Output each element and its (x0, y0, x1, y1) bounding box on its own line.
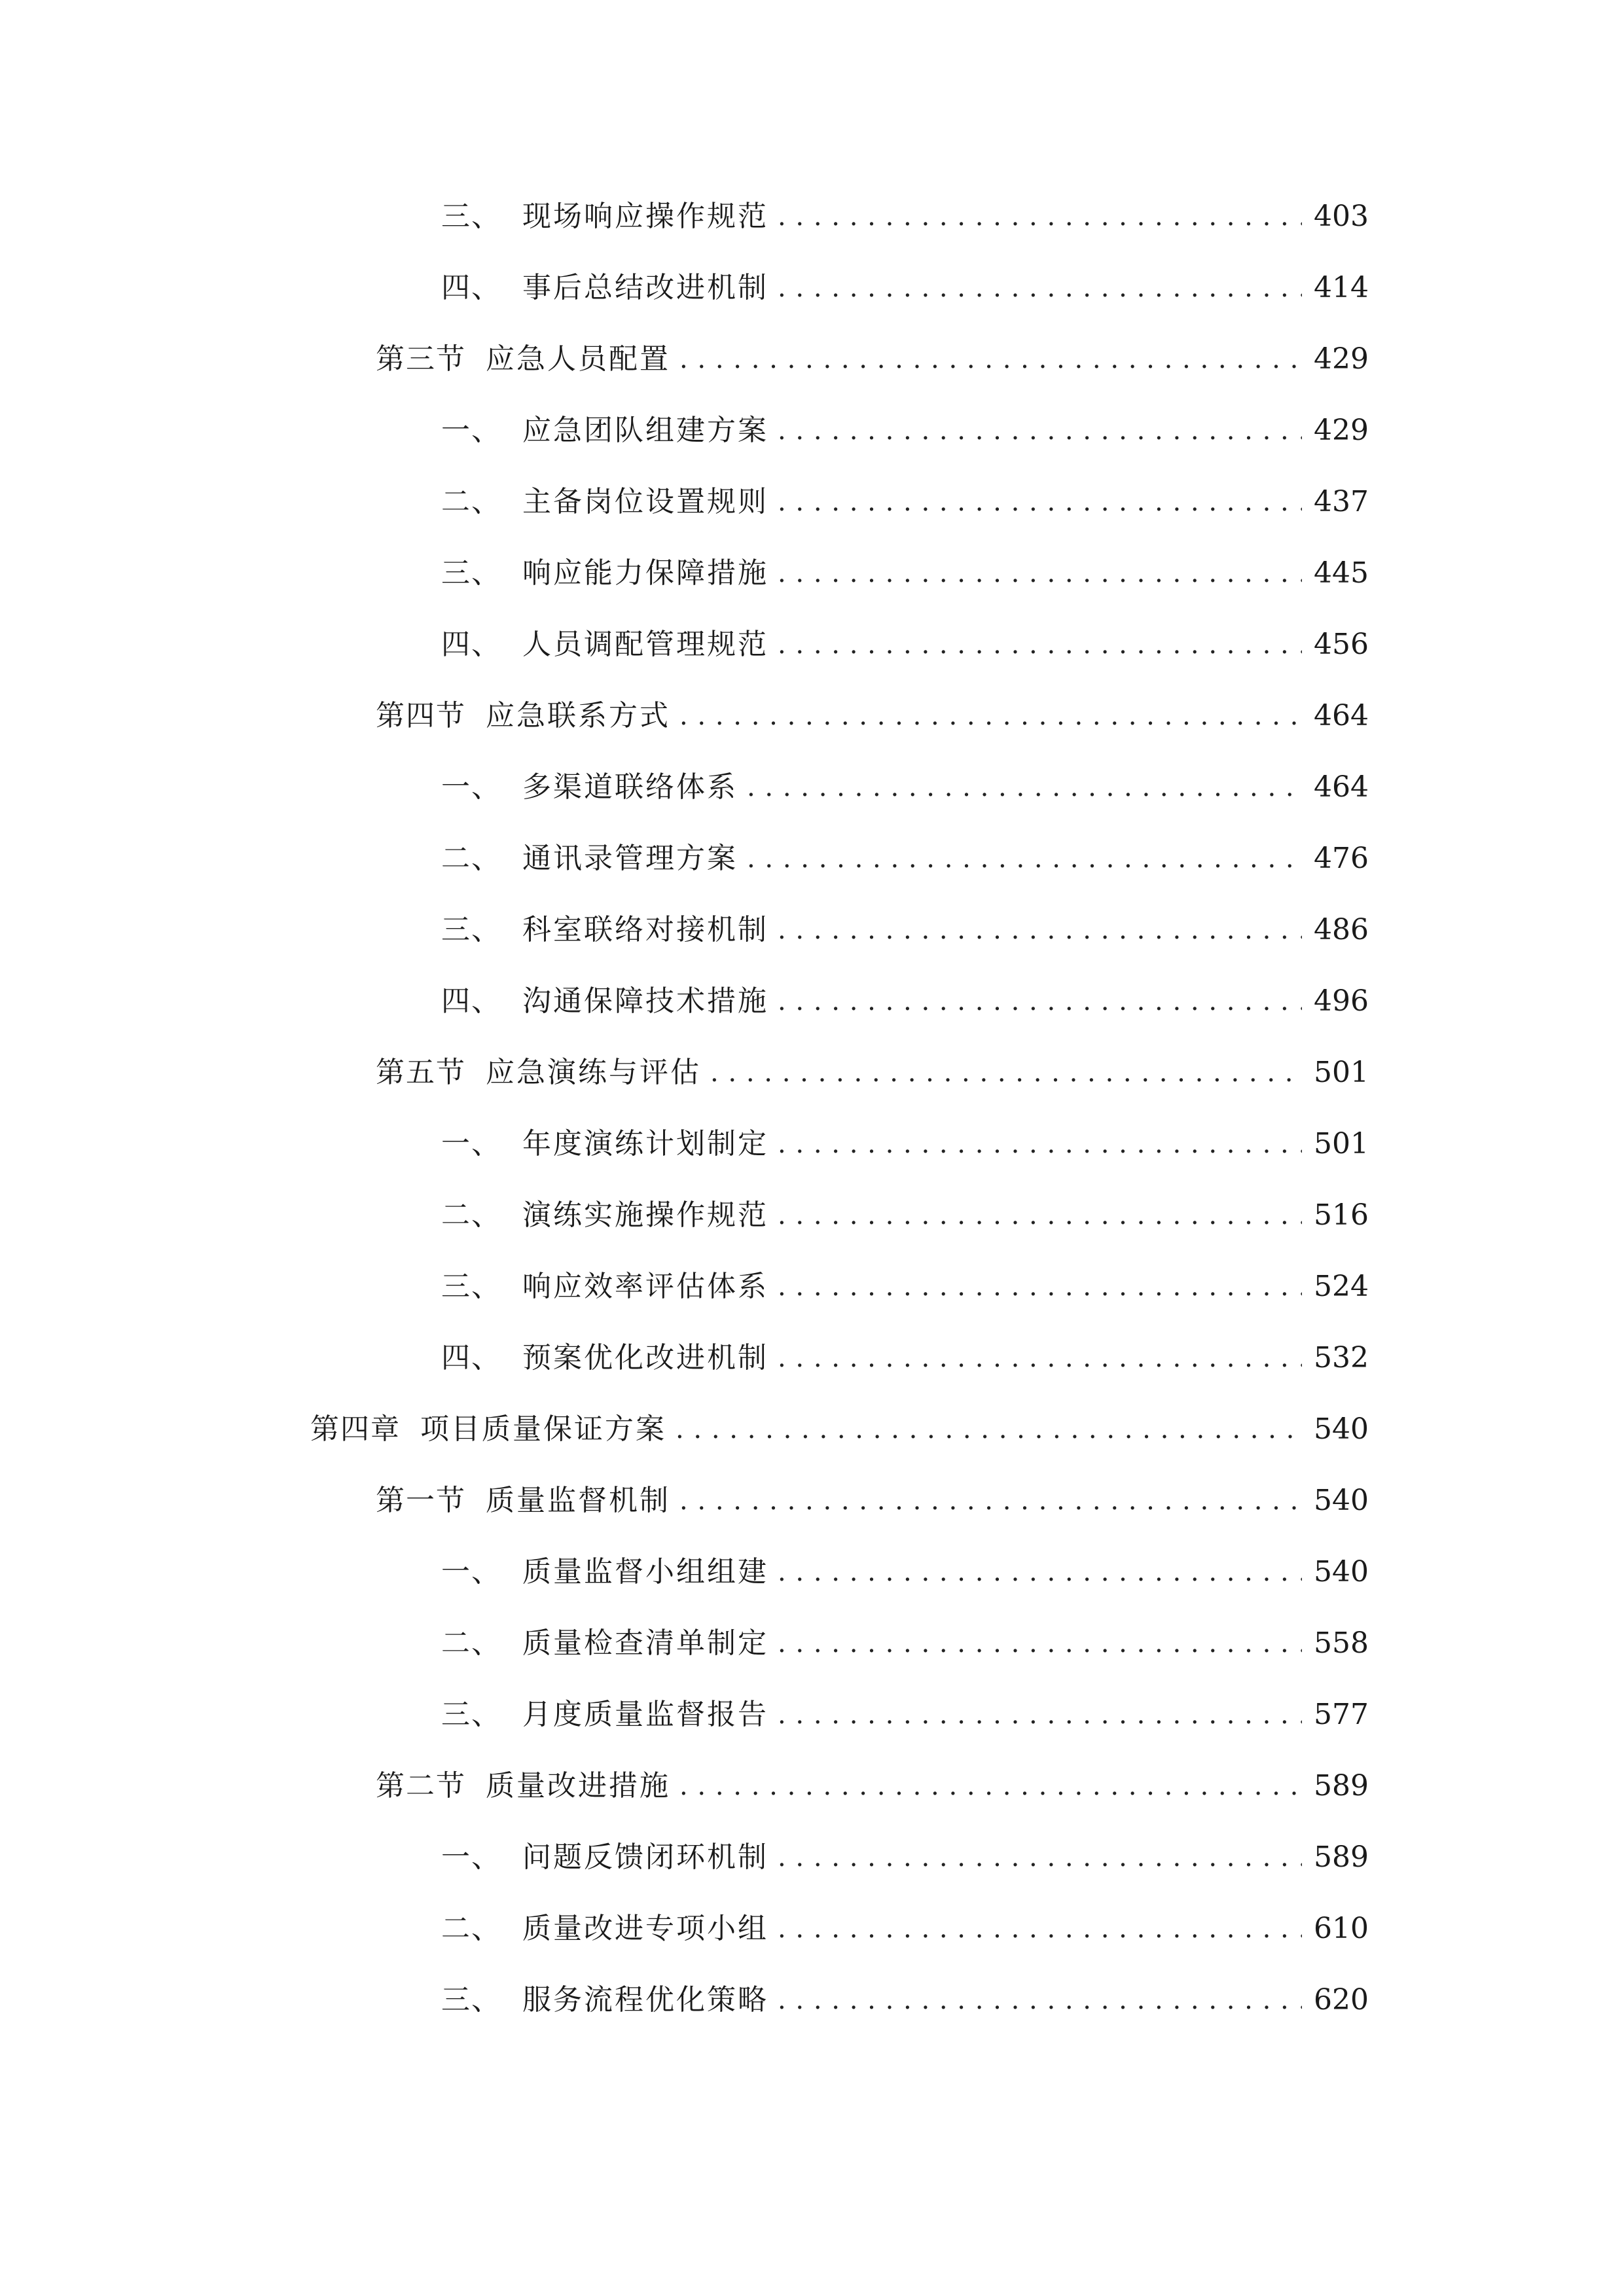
toc-entry-title: 多渠道联络体系 (522, 770, 738, 804)
toc-page-number: 414 (1314, 271, 1369, 304)
toc-entry-title: 响应效率评估体系 (522, 1270, 768, 1303)
toc-page-number: 429 (1314, 342, 1369, 376)
toc-entry-number: 第二节 (376, 1769, 466, 1803)
toc-page-number: 516 (1314, 1198, 1369, 1232)
toc-page-number: 620 (1314, 1983, 1369, 2017)
toc-entry-number: 三、 (441, 200, 501, 233)
toc-entry[interactable] (376, 1478, 1369, 1524)
toc-entry-number: 四、 (441, 628, 501, 661)
dot-leader (778, 907, 1302, 953)
dot-leader (778, 265, 1302, 311)
toc-entry-number: 四、 (441, 1341, 501, 1374)
toc-entry[interactable] (376, 1050, 1369, 1096)
dot-leader (778, 1335, 1302, 1381)
toc-entry-title: 科室联络对接机制 (522, 913, 768, 946)
toc-entry-number: 三、 (441, 1270, 501, 1303)
toc-entry[interactable] (376, 693, 1369, 739)
toc-entry[interactable] (441, 1835, 1369, 1880)
toc-entry[interactable] (441, 1906, 1369, 1952)
toc-page-number: 540 (1314, 1412, 1369, 1446)
dot-leader (778, 1121, 1302, 1167)
dot-leader (778, 1264, 1302, 1310)
toc-page-number: 577 (1314, 1698, 1369, 1731)
dot-leader (778, 1549, 1302, 1595)
toc-entry[interactable] (441, 1335, 1369, 1381)
toc-entry-number: 四、 (441, 271, 501, 304)
toc-page-number: 403 (1314, 200, 1369, 233)
toc-entry-title: 人员调配管理规范 (522, 628, 768, 661)
dot-leader (747, 764, 1302, 810)
toc-page-number: 610 (1314, 1912, 1369, 1945)
toc-entry-title: 服务流程优化策略 (522, 1983, 768, 2017)
toc-entry[interactable] (441, 1193, 1369, 1238)
toc-page-number: 501 (1314, 1127, 1369, 1160)
toc-page-number: 532 (1314, 1341, 1369, 1374)
toc-entry[interactable] (441, 1549, 1369, 1595)
toc-page-number: 589 (1314, 1769, 1369, 1803)
toc-entry[interactable] (441, 550, 1369, 596)
toc-entry[interactable] (441, 622, 1369, 668)
toc-entry-number: 一、 (441, 770, 501, 804)
toc-page-number: 476 (1314, 842, 1369, 875)
toc-entry-number: 二、 (441, 1912, 501, 1945)
toc-page-number: 464 (1314, 770, 1369, 804)
toc-entry-number: 三、 (441, 1983, 501, 2017)
toc-page-number: 540 (1314, 1484, 1369, 1517)
toc-entry-title: 质量改进专项小组 (522, 1912, 768, 1945)
toc-page-number: 524 (1314, 1270, 1369, 1303)
toc-entry-number: 三、 (441, 1698, 501, 1731)
toc-entry-title: 沟通保障技术措施 (522, 984, 768, 1018)
toc-entry[interactable] (441, 836, 1369, 882)
toc-entry[interactable] (441, 1621, 1369, 1666)
dot-leader (778, 1692, 1302, 1738)
toc-entry-title: 主备岗位设置规则 (522, 485, 768, 518)
toc-entry-number: 一、 (441, 1555, 501, 1588)
dot-leader (778, 622, 1302, 668)
toc-page-number: 429 (1314, 414, 1369, 447)
toc-entry-title: 预案优化改进机制 (522, 1341, 768, 1374)
toc-page-number: 501 (1314, 1056, 1369, 1089)
toc-entry[interactable] (376, 1763, 1369, 1809)
toc-entry[interactable] (441, 978, 1369, 1024)
toc-entry-title: 问题反馈闭环机制 (522, 1840, 768, 1874)
toc-entry-title: 年度演练计划制定 (522, 1127, 768, 1160)
toc-entry-title: 质量改进措施 (486, 1769, 670, 1803)
toc-page-number: 437 (1314, 485, 1369, 518)
toc-page-number: 464 (1314, 699, 1369, 732)
toc-entry-title: 质量监督机制 (486, 1484, 670, 1517)
toc-entry[interactable] (441, 194, 1369, 240)
dot-leader (710, 1050, 1302, 1096)
toc-entry-title: 通讯录管理方案 (522, 842, 738, 875)
toc-entry[interactable] (441, 1692, 1369, 1738)
dot-leader (679, 1763, 1302, 1809)
toc-entry-number: 第四节 (376, 699, 466, 732)
toc-entry[interactable] (310, 1407, 1369, 1452)
toc-entry[interactable] (441, 479, 1369, 525)
toc-page-number: 540 (1314, 1555, 1369, 1588)
toc-page-number: 558 (1314, 1626, 1369, 1660)
toc-entry-number: 二、 (441, 485, 501, 518)
dot-leader (778, 1906, 1302, 1952)
dot-leader (679, 1478, 1302, 1524)
toc-page-number: 486 (1314, 913, 1369, 946)
toc-entry-title: 项目质量保证方案 (420, 1412, 666, 1446)
dot-leader (747, 836, 1302, 882)
toc-entry-number: 二、 (441, 1198, 501, 1232)
toc-entry-title: 响应能力保障措施 (522, 556, 768, 590)
dot-leader (778, 479, 1302, 525)
toc-entry-title: 应急人员配置 (486, 342, 670, 376)
toc-page-number: 456 (1314, 628, 1369, 661)
dot-leader (679, 693, 1302, 739)
toc-entry-title: 应急演练与评估 (486, 1056, 701, 1089)
toc-entry-title: 应急团队组建方案 (522, 414, 768, 447)
toc-entry-number: 第一节 (376, 1484, 466, 1517)
toc-entry[interactable] (376, 336, 1369, 382)
toc-page-number: 496 (1314, 984, 1369, 1018)
dot-leader (778, 1621, 1302, 1666)
dot-leader (778, 550, 1302, 596)
toc-entry[interactable] (441, 408, 1369, 454)
toc-entry[interactable] (441, 1264, 1369, 1310)
toc-page-number: 589 (1314, 1840, 1369, 1874)
toc-entry-number: 一、 (441, 414, 501, 447)
toc-entry[interactable] (441, 265, 1369, 311)
dot-leader (778, 1977, 1302, 2023)
toc-entry-title: 月度质量监督报告 (522, 1698, 768, 1731)
toc-entry-number: 四、 (441, 984, 501, 1018)
toc-entry-title: 事后总结改进机制 (522, 271, 768, 304)
dot-leader (778, 194, 1302, 240)
toc-entry-number: 二、 (441, 1626, 501, 1660)
toc-entry-title: 现场响应操作规范 (522, 200, 768, 233)
toc-entry-number: 一、 (441, 1127, 501, 1160)
dot-leader (676, 1407, 1302, 1452)
toc-page-number: 445 (1314, 556, 1369, 590)
dot-leader (778, 978, 1302, 1024)
toc-entry-title: 质量检查清单制定 (522, 1626, 768, 1660)
toc-entry-number: 第三节 (376, 342, 466, 376)
toc-entry[interactable] (441, 1977, 1369, 2023)
toc-entry[interactable] (441, 764, 1369, 810)
dot-leader (778, 1193, 1302, 1238)
dot-leader (679, 336, 1302, 382)
toc-entry[interactable] (441, 907, 1369, 953)
dot-leader (778, 1835, 1302, 1880)
toc-entry[interactable] (441, 1121, 1369, 1167)
toc-entry-number: 三、 (441, 913, 501, 946)
toc-entry-title: 质量监督小组组建 (522, 1555, 768, 1588)
toc-entry-title: 应急联系方式 (486, 699, 670, 732)
toc-entry-number: 第五节 (376, 1056, 466, 1089)
toc-entry-number: 二、 (441, 842, 501, 875)
toc-entry-title: 演练实施操作规范 (522, 1198, 768, 1232)
dot-leader (778, 408, 1302, 454)
toc-entry-number: 一、 (441, 1840, 501, 1874)
toc-entry-number: 第四章 (310, 1412, 401, 1446)
toc-entry-number: 三、 (441, 556, 501, 590)
